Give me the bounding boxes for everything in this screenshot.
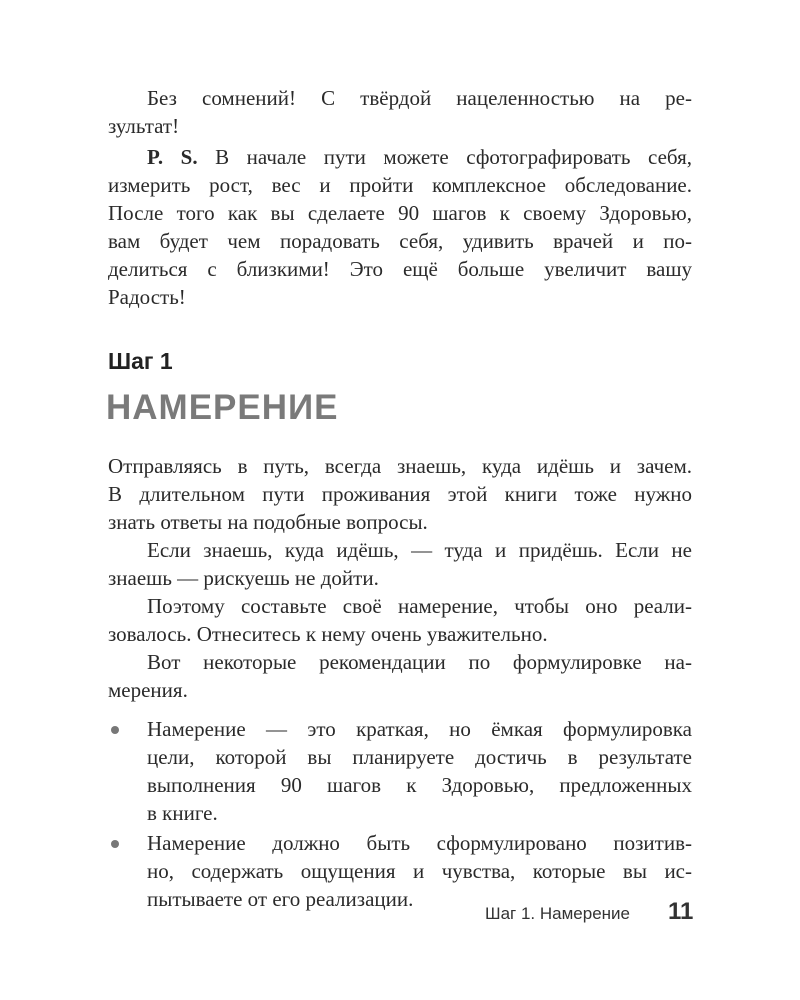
- text-line: Без сомнений! С твёрдой нацеленностью на ре-: [147, 86, 692, 110]
- text-line: выполнения 90 шагов к Здоровью, предложенных: [147, 773, 692, 797]
- text-line: Если знаешь, куда идёшь, — туда и придёшь. Если не: [147, 538, 692, 562]
- text-line: зультат!: [108, 114, 180, 138]
- text-line: Вот некоторые рекомендации по формулировке на-: [147, 650, 692, 674]
- text-line: делиться с близкими! Это ещё больше увеличит вашу: [108, 257, 692, 281]
- text-line: пытываете от его реализации.: [147, 887, 414, 911]
- running-title: Шаг 1. Намерение: [485, 904, 630, 923]
- text-line: Отправляясь в путь, всегда знаешь, куда идёшь и зачем.: [108, 454, 692, 478]
- text-line: Намерение должно быть сформулировано позитив-: [147, 831, 692, 855]
- page-footer: [0, 898, 800, 928]
- page-number: 11: [668, 898, 694, 925]
- text-line: Поэтому составьте своё намерение, чтобы оно реали-: [147, 594, 692, 618]
- text-line: [108, 143, 692, 171]
- step-label: Шаг 1: [108, 348, 173, 374]
- text-line: знать ответы на подобные вопросы.: [108, 510, 428, 534]
- bullet-icon: [111, 840, 119, 848]
- text-line: вам будет чем порадовать себя, удивить врачей и по-: [108, 229, 692, 253]
- text-line: Радость!: [108, 285, 186, 309]
- text-line: знаешь — рискуешь не дойти.: [108, 566, 379, 590]
- text-line: измерить рост, вес и пройти комплексное обследование.: [108, 173, 692, 197]
- bullet-icon: [111, 726, 119, 734]
- text-line: зовалось. Отнеситесь к нему очень уважительно.: [108, 622, 548, 646]
- intro-text: [108, 84, 692, 311]
- body-text: [108, 452, 692, 913]
- text-line: мерения.: [108, 678, 188, 702]
- text-line: но, содержать ощущения и чувства, которые вы ис-: [147, 859, 692, 883]
- text-line: После того как вы сделаете 90 шагов к своему Здоровью,: [108, 201, 692, 225]
- text-line: В длительном пути проживания этой книги тоже нужно: [108, 482, 692, 506]
- ps-label: P. S.: [147, 145, 198, 169]
- text-line: цели, которой вы планируете достичь в результате: [147, 745, 692, 769]
- text-line: Намерение — это краткая, но ёмкая формулировка: [147, 717, 692, 741]
- ps-text: В начале пути можете сфотографировать себя,: [215, 145, 692, 169]
- section-title: НАМЕРЕНИЕ: [106, 388, 339, 427]
- text-line: в книге.: [147, 801, 218, 825]
- bullet-item: [108, 715, 692, 827]
